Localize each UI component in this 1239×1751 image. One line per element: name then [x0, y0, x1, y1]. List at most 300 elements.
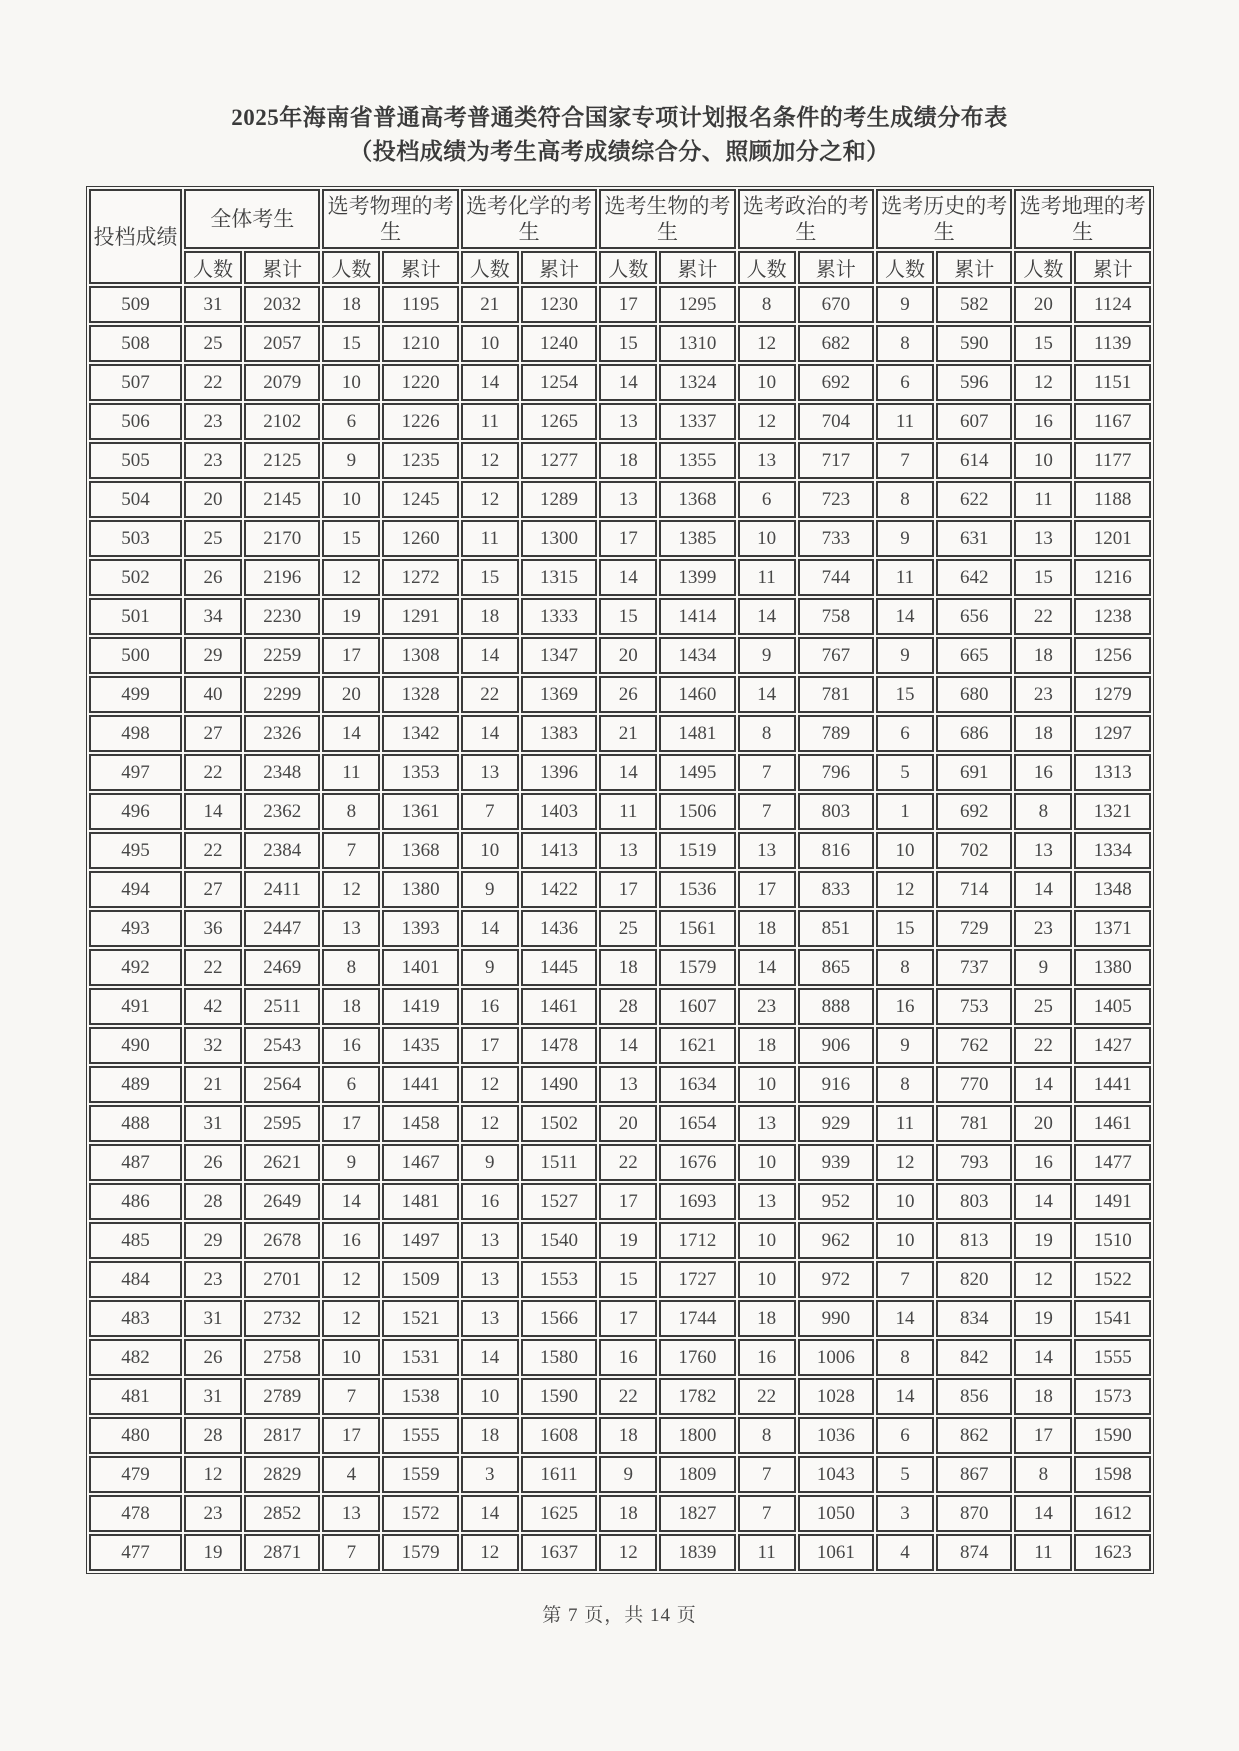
score-cell: 507: [89, 364, 182, 401]
count-cell: 16: [322, 1027, 380, 1064]
table-row: [89, 1300, 1151, 1337]
count-cell: 13: [738, 442, 796, 479]
count-cell: 32: [184, 1027, 242, 1064]
count-cell: 10: [322, 481, 380, 518]
cumulative-cell: 670: [798, 286, 875, 323]
cumulative-cell: 1522: [1074, 1261, 1151, 1298]
cumulative-cell: 1590: [1074, 1417, 1151, 1454]
cumulative-cell: 2511: [244, 988, 321, 1025]
cumulative-cell: 1827: [659, 1495, 736, 1532]
count-cell: 8: [738, 1417, 796, 1454]
cumulative-cell: 1519: [659, 832, 736, 869]
cumulative-cell: 762: [936, 1027, 1013, 1064]
count-cell: 14: [461, 364, 519, 401]
cumulative-cell: 2348: [244, 754, 321, 791]
cumulative-cell: 2170: [244, 520, 321, 557]
cumulative-cell: 1310: [659, 325, 736, 362]
score-cell: 481: [89, 1378, 182, 1415]
table-row: [89, 1144, 1151, 1181]
count-cell: 13: [599, 481, 657, 518]
table-row: [89, 988, 1151, 1025]
cumulative-cell: 682: [798, 325, 875, 362]
count-subheader: 人数: [1014, 251, 1072, 284]
count-cell: 22: [1014, 1027, 1072, 1064]
count-cell: 16: [599, 1339, 657, 1376]
cumulative-cell: 1050: [798, 1495, 875, 1532]
cumulative-cell: 888: [798, 988, 875, 1025]
count-cell: 21: [461, 286, 519, 323]
score-cell: 477: [89, 1534, 182, 1571]
count-cell: 7: [738, 1495, 796, 1532]
table-row: [89, 1027, 1151, 1064]
count-cell: 16: [1014, 403, 1072, 440]
cumulative-cell: 1265: [521, 403, 598, 440]
cumulative-cell: 1536: [659, 871, 736, 908]
table-row: [89, 754, 1151, 791]
count-cell: 19: [322, 598, 380, 635]
table-row: [89, 1456, 1151, 1493]
count-cell: 14: [876, 1378, 934, 1415]
table-row: [89, 520, 1151, 557]
cumulative-cell: 622: [936, 481, 1013, 518]
cumulative-cell: 781: [798, 676, 875, 713]
score-cell: 504: [89, 481, 182, 518]
cumulative-subheader: 累计: [659, 251, 736, 284]
score-cell: 484: [89, 1261, 182, 1298]
count-cell: 28: [184, 1417, 242, 1454]
cumulative-cell: 789: [798, 715, 875, 752]
count-cell: 25: [599, 910, 657, 947]
count-cell: 31: [184, 1105, 242, 1142]
cumulative-cell: 1510: [1074, 1222, 1151, 1259]
count-cell: 25: [184, 520, 242, 557]
cumulative-cell: 1235: [382, 442, 459, 479]
score-cell: 502: [89, 559, 182, 596]
cumulative-cell: 1621: [659, 1027, 736, 1064]
cumulative-cell: 870: [936, 1495, 1013, 1532]
cumulative-cell: 1521: [382, 1300, 459, 1337]
cumulative-cell: 842: [936, 1339, 1013, 1376]
count-cell: 14: [1014, 871, 1072, 908]
cumulative-cell: 2057: [244, 325, 321, 362]
count-subheader: 人数: [461, 251, 519, 284]
table-row: [89, 1339, 1151, 1376]
table-row: [89, 1417, 1151, 1454]
score-cell: 480: [89, 1417, 182, 1454]
cumulative-cell: 865: [798, 949, 875, 986]
cumulative-cell: 614: [936, 442, 1013, 479]
cumulative-cell: 1324: [659, 364, 736, 401]
document-subtitle: （投档成绩为考生高考成绩综合分、照顾加分之和）: [349, 139, 890, 164]
count-cell: 14: [461, 910, 519, 947]
cumulative-cell: 867: [936, 1456, 1013, 1493]
cumulative-subheader: 累计: [382, 251, 459, 284]
cumulative-cell: 1393: [382, 910, 459, 947]
cumulative-cell: 2125: [244, 442, 321, 479]
cumulative-cell: 1435: [382, 1027, 459, 1064]
cumulative-cell: 1509: [382, 1261, 459, 1298]
count-cell: 15: [599, 325, 657, 362]
score-cell: 493: [89, 910, 182, 947]
count-cell: 17: [599, 520, 657, 557]
cumulative-cell: 1337: [659, 403, 736, 440]
count-cell: 11: [322, 754, 380, 791]
count-cell: 40: [184, 676, 242, 713]
count-cell: 28: [184, 1183, 242, 1220]
cumulative-cell: 1555: [382, 1417, 459, 1454]
count-cell: 22: [184, 754, 242, 791]
document-title: 2025年海南省普通高考普通类符合国家专项计划报名条件的考生成绩分布表: [231, 105, 1008, 130]
count-cell: 26: [184, 1144, 242, 1181]
count-cell: 10: [738, 1261, 796, 1298]
table-row: [89, 793, 1151, 830]
cumulative-cell: 1712: [659, 1222, 736, 1259]
count-cell: 12: [738, 325, 796, 362]
score-cell: 490: [89, 1027, 182, 1064]
count-cell: 14: [1014, 1066, 1072, 1103]
count-cell: 14: [876, 598, 934, 635]
count-cell: 19: [1014, 1222, 1072, 1259]
cumulative-cell: 1458: [382, 1105, 459, 1142]
count-cell: 17: [738, 871, 796, 908]
cumulative-cell: 1623: [1074, 1534, 1151, 1571]
cumulative-cell: 1611: [521, 1456, 598, 1493]
cumulative-cell: 1226: [382, 403, 459, 440]
count-cell: 1: [876, 793, 934, 830]
count-cell: 8: [876, 1066, 934, 1103]
count-cell: 12: [738, 403, 796, 440]
cumulative-cell: 1427: [1074, 1027, 1151, 1064]
score-cell: 496: [89, 793, 182, 830]
count-cell: 3: [461, 1456, 519, 1493]
cumulative-cell: 972: [798, 1261, 875, 1298]
count-cell: 6: [322, 403, 380, 440]
cumulative-cell: 1414: [659, 598, 736, 635]
count-cell: 15: [322, 520, 380, 557]
cumulative-cell: 1300: [521, 520, 598, 557]
cumulative-cell: 596: [936, 364, 1013, 401]
cumulative-cell: 1598: [1074, 1456, 1151, 1493]
cumulative-cell: 1256: [1074, 637, 1151, 674]
count-cell: 15: [322, 325, 380, 362]
cumulative-cell: 1006: [798, 1339, 875, 1376]
count-cell: 12: [1014, 1261, 1072, 1298]
cumulative-cell: 1744: [659, 1300, 736, 1337]
count-cell: 10: [876, 832, 934, 869]
cumulative-cell: 692: [936, 793, 1013, 830]
count-cell: 16: [738, 1339, 796, 1376]
count-cell: 21: [599, 715, 657, 752]
count-cell: 11: [738, 1534, 796, 1571]
cumulative-cell: 1297: [1074, 715, 1151, 752]
cumulative-cell: 2621: [244, 1144, 321, 1181]
cumulative-cell: 1238: [1074, 598, 1151, 635]
cumulative-cell: 834: [936, 1300, 1013, 1337]
count-cell: 8: [876, 325, 934, 362]
cumulative-cell: 1419: [382, 988, 459, 1025]
count-cell: 7: [322, 1534, 380, 1571]
count-subheader: 人数: [738, 251, 796, 284]
count-cell: 11: [876, 403, 934, 440]
count-cell: 13: [461, 1261, 519, 1298]
cumulative-cell: 1461: [1074, 1105, 1151, 1142]
count-cell: 22: [184, 364, 242, 401]
count-cell: 5: [876, 754, 934, 791]
cumulative-cell: 1195: [382, 286, 459, 323]
cumulative-cell: 2384: [244, 832, 321, 869]
table-row: [89, 559, 1151, 596]
cumulative-cell: 1230: [521, 286, 598, 323]
cumulative-cell: 590: [936, 325, 1013, 362]
count-cell: 42: [184, 988, 242, 1025]
count-cell: 8: [1014, 793, 1072, 830]
count-cell: 14: [322, 715, 380, 752]
score-distribution-table: [86, 186, 1154, 1574]
score-table-body: [89, 286, 1151, 1571]
cumulative-cell: 1210: [382, 325, 459, 362]
count-cell: 11: [876, 1105, 934, 1142]
cumulative-cell: 1401: [382, 949, 459, 986]
cumulative-cell: 680: [936, 676, 1013, 713]
count-cell: 14: [599, 754, 657, 791]
count-cell: 10: [738, 1222, 796, 1259]
cumulative-cell: 1579: [382, 1534, 459, 1571]
cumulative-cell: 2649: [244, 1183, 321, 1220]
count-cell: 26: [184, 559, 242, 596]
cumulative-cell: 1461: [521, 988, 598, 1025]
cumulative-cell: 2447: [244, 910, 321, 947]
score-cell: 498: [89, 715, 182, 752]
cumulative-cell: 2259: [244, 637, 321, 674]
cumulative-cell: 1490: [521, 1066, 598, 1103]
cumulative-cell: 803: [798, 793, 875, 830]
count-cell: 10: [322, 364, 380, 401]
count-cell: 9: [1014, 949, 1072, 986]
table-row: [89, 910, 1151, 947]
count-cell: 18: [599, 949, 657, 986]
score-cell: 494: [89, 871, 182, 908]
group-header-politics: 选考政治的考生: [738, 189, 874, 249]
count-cell: 22: [184, 949, 242, 986]
cumulative-cell: 1531: [382, 1339, 459, 1376]
cumulative-cell: 1342: [382, 715, 459, 752]
count-cell: 14: [461, 1339, 519, 1376]
count-cell: 14: [1014, 1183, 1072, 1220]
count-cell: 34: [184, 598, 242, 635]
cumulative-cell: 1511: [521, 1144, 598, 1181]
count-cell: 13: [599, 403, 657, 440]
count-cell: 13: [738, 832, 796, 869]
count-subheader: 人数: [184, 251, 242, 284]
count-cell: 10: [461, 832, 519, 869]
cumulative-cell: 1380: [1074, 949, 1151, 986]
count-cell: 9: [461, 871, 519, 908]
count-cell: 13: [322, 1495, 380, 1532]
cumulative-cell: 1566: [521, 1300, 598, 1337]
count-cell: 26: [184, 1339, 242, 1376]
cumulative-cell: 2469: [244, 949, 321, 986]
count-cell: 7: [738, 754, 796, 791]
count-cell: 23: [738, 988, 796, 1025]
count-cell: 29: [184, 1222, 242, 1259]
cumulative-cell: 737: [936, 949, 1013, 986]
cumulative-cell: 1422: [521, 871, 598, 908]
count-cell: 18: [461, 1417, 519, 1454]
count-cell: 10: [876, 1183, 934, 1220]
count-cell: 11: [876, 559, 934, 596]
count-cell: 12: [322, 1300, 380, 1337]
cumulative-cell: 1151: [1074, 364, 1151, 401]
cumulative-cell: 1321: [1074, 793, 1151, 830]
count-cell: 16: [1014, 1144, 1072, 1181]
cumulative-cell: 656: [936, 598, 1013, 635]
cumulative-cell: 723: [798, 481, 875, 518]
cumulative-cell: 1272: [382, 559, 459, 596]
score-cell: 506: [89, 403, 182, 440]
cumulative-cell: 1637: [521, 1534, 598, 1571]
count-cell: 25: [184, 325, 242, 362]
cumulative-cell: 939: [798, 1144, 875, 1181]
table-row: [89, 403, 1151, 440]
cumulative-cell: 1434: [659, 637, 736, 674]
cumulative-cell: 1399: [659, 559, 736, 596]
count-cell: 17: [599, 1300, 657, 1337]
score-cell: 500: [89, 637, 182, 674]
count-cell: 12: [184, 1456, 242, 1493]
count-cell: 4: [322, 1456, 380, 1493]
count-cell: 22: [599, 1378, 657, 1415]
score-cell: 509: [89, 286, 182, 323]
count-cell: 9: [876, 520, 934, 557]
count-cell: 28: [599, 988, 657, 1025]
cumulative-cell: 1201: [1074, 520, 1151, 557]
count-cell: 12: [1014, 364, 1072, 401]
score-cell: 497: [89, 754, 182, 791]
count-cell: 20: [599, 1105, 657, 1142]
count-cell: 18: [599, 1495, 657, 1532]
cumulative-cell: 1353: [382, 754, 459, 791]
cumulative-cell: 733: [798, 520, 875, 557]
count-cell: 6: [876, 364, 934, 401]
cumulative-cell: 833: [798, 871, 875, 908]
cumulative-cell: 906: [798, 1027, 875, 1064]
cumulative-cell: 916: [798, 1066, 875, 1103]
count-cell: 8: [1014, 1456, 1072, 1493]
cumulative-cell: 1478: [521, 1027, 598, 1064]
cumulative-cell: 1460: [659, 676, 736, 713]
cumulative-cell: 767: [798, 637, 875, 674]
count-cell: 11: [461, 520, 519, 557]
count-cell: 8: [876, 949, 934, 986]
count-cell: 29: [184, 637, 242, 674]
count-cell: 20: [1014, 286, 1072, 323]
count-cell: 16: [322, 1222, 380, 1259]
cumulative-cell: 816: [798, 832, 875, 869]
count-cell: 17: [599, 871, 657, 908]
cumulative-cell: 1220: [382, 364, 459, 401]
count-cell: 11: [1014, 481, 1072, 518]
count-cell: 18: [1014, 715, 1072, 752]
count-cell: 10: [876, 1222, 934, 1259]
cumulative-cell: 813: [936, 1222, 1013, 1259]
count-cell: 22: [1014, 598, 1072, 635]
score-cell: 505: [89, 442, 182, 479]
count-cell: 14: [322, 1183, 380, 1220]
cumulative-cell: 803: [936, 1183, 1013, 1220]
cumulative-cell: 1348: [1074, 871, 1151, 908]
cumulative-cell: 2595: [244, 1105, 321, 1142]
count-cell: 6: [876, 715, 934, 752]
count-cell: 8: [322, 793, 380, 830]
count-cell: 8: [738, 715, 796, 752]
cumulative-cell: 2852: [244, 1495, 321, 1532]
cumulative-cell: 1295: [659, 286, 736, 323]
count-cell: 18: [738, 1027, 796, 1064]
count-cell: 19: [1014, 1300, 1072, 1337]
table-row: [89, 364, 1151, 401]
count-cell: 18: [461, 598, 519, 635]
count-cell: 6: [322, 1066, 380, 1103]
count-cell: 15: [599, 1261, 657, 1298]
count-cell: 19: [184, 1534, 242, 1571]
cumulative-cell: 1347: [521, 637, 598, 674]
count-cell: 7: [876, 1261, 934, 1298]
cumulative-cell: 704: [798, 403, 875, 440]
table-row: [89, 1534, 1151, 1571]
count-cell: 18: [599, 442, 657, 479]
cumulative-cell: 862: [936, 1417, 1013, 1454]
score-cell: 499: [89, 676, 182, 713]
cumulative-cell: 1809: [659, 1456, 736, 1493]
cumulative-cell: 1572: [382, 1495, 459, 1532]
count-cell: 17: [322, 637, 380, 674]
cumulative-cell: 607: [936, 403, 1013, 440]
cumulative-cell: 1396: [521, 754, 598, 791]
cumulative-cell: 1541: [1074, 1300, 1151, 1337]
cumulative-cell: 1436: [521, 910, 598, 947]
count-cell: 14: [184, 793, 242, 830]
table-row: [89, 1378, 1151, 1415]
cumulative-cell: 1782: [659, 1378, 736, 1415]
count-cell: 17: [1014, 1417, 1072, 1454]
count-cell: 18: [1014, 637, 1072, 674]
score-cell: 482: [89, 1339, 182, 1376]
count-cell: 11: [461, 403, 519, 440]
cumulative-cell: 856: [936, 1378, 1013, 1415]
count-cell: 23: [184, 403, 242, 440]
cumulative-cell: 1369: [521, 676, 598, 713]
count-cell: 19: [599, 1222, 657, 1259]
cumulative-cell: 2543: [244, 1027, 321, 1064]
group-header-biology: 选考生物的考生: [599, 189, 735, 249]
cumulative-cell: 2299: [244, 676, 321, 713]
count-cell: 31: [184, 1378, 242, 1415]
cumulative-cell: 2678: [244, 1222, 321, 1259]
count-cell: 14: [599, 1027, 657, 1064]
cumulative-cell: 1139: [1074, 325, 1151, 362]
count-cell: 18: [1014, 1378, 1072, 1415]
cumulative-cell: 1555: [1074, 1339, 1151, 1376]
cumulative-cell: 851: [798, 910, 875, 947]
count-cell: 14: [461, 715, 519, 752]
score-cell: 483: [89, 1300, 182, 1337]
count-cell: 11: [738, 559, 796, 596]
cumulative-cell: 1371: [1074, 910, 1151, 947]
count-cell: 9: [876, 637, 934, 674]
score-cell: 487: [89, 1144, 182, 1181]
table-row: [89, 1495, 1151, 1532]
count-subheader: 人数: [876, 251, 934, 284]
